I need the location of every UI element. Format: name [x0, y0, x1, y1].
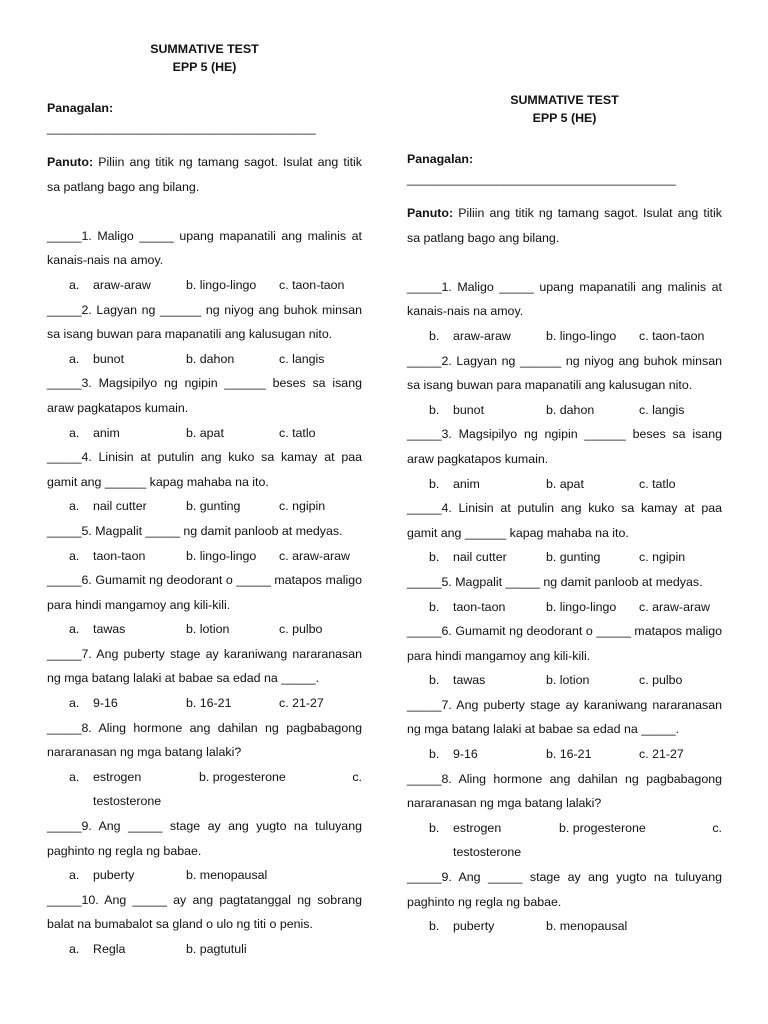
option-a	[407, 668, 546, 693]
option-a	[47, 691, 186, 716]
option-a	[47, 494, 186, 519]
question-text: _____1. Maligo _____ upang mapanatili ang malinis at kanais-nais na amoy.	[407, 279, 722, 319]
option-letter: a.	[69, 351, 80, 366]
option-letter: a.	[69, 622, 80, 637]
option-a	[47, 863, 186, 888]
option-c: c. pulbo	[639, 673, 683, 688]
option-b: b. gunting	[546, 550, 601, 565]
test-subtitle: EPP 5 (HE)	[532, 111, 597, 125]
test-sheet-right	[407, 91, 722, 939]
option-c-continuation: testosterone	[453, 845, 522, 860]
option-letter: b.	[429, 747, 440, 762]
question-text: _____8. Aling hormone ang dahilan ng pagbabagong nararanasan ng mga batang lalaki?	[47, 720, 362, 760]
option-c: c. langis	[279, 351, 325, 366]
option-letter: a.	[69, 868, 80, 883]
option-letter: b.	[429, 476, 440, 491]
test-subtitle: EPP 5 (HE)	[172, 60, 237, 74]
question-text: _____6. Gumamit ng deodorant o _____ matapos maligo para hindi mangamoy ang kili-kili.	[407, 624, 722, 663]
question-text: _____7. Ang puberty stage ay karaniwang nararanasan ng mga batang lalaki at babae sa edad na _____.	[47, 646, 362, 686]
question-text: _____9. Ang _____ stage ay ang yugto na tuluyang paghinto ng regla ng babae.	[47, 819, 362, 858]
option-a	[47, 544, 186, 569]
option-c: c. araw-araw	[279, 548, 350, 563]
option-a	[47, 765, 199, 790]
question-text: _____8. Aling hormone ang dahilan ng pagbabagong nararanasan ng mga batang lalaki?	[407, 771, 722, 811]
option-a-text: 9-16	[453, 747, 478, 762]
answer-options	[407, 914, 722, 939]
option-c: c.	[712, 820, 722, 835]
option-b: b. progesterone	[559, 820, 646, 835]
question-text: _____1. Maligo _____ upang mapanatili ang malinis at kanais-nais na amoy.	[47, 228, 362, 268]
directions	[47, 150, 362, 199]
directions-label: Panuto:	[407, 206, 454, 220]
option-a-text: estrogen	[453, 820, 502, 835]
option-c: c. pulbo	[279, 622, 323, 637]
option-letter: a.	[69, 769, 80, 784]
question-text: _____4. Linisin at putulin ang kuko sa kamay at paa gamit ang ______ kapag mahaba na ito.	[47, 450, 362, 489]
answer-options	[407, 472, 722, 497]
option-letter: a.	[69, 548, 80, 563]
option-b: b. dahon	[546, 402, 595, 417]
question-text: _____4. Linisin at putulin ang kuko sa kamay at paa gamit ang ______ kapag mahaba na ito.	[407, 501, 722, 540]
option-letter: a.	[69, 277, 80, 292]
option-c: c. ngipin	[639, 550, 686, 565]
question-list	[407, 275, 722, 939]
option-a-text: bunot	[453, 402, 485, 417]
test-title: SUMMATIVE TEST	[150, 42, 259, 56]
option-b: b. lingo-lingo	[186, 277, 257, 292]
option-b: b. lingo-lingo	[546, 599, 617, 614]
option-a-text: tawas	[453, 673, 486, 688]
question-text: _____3. Magsipilyo ng ngipin ______ beses sa isang araw pagkatapos kumain.	[407, 427, 722, 466]
answer-options	[47, 421, 362, 446]
option-c: c. tatlo	[639, 476, 676, 491]
option-a	[407, 398, 546, 423]
option-b: b. 16-21	[546, 747, 592, 762]
option-c: c. 21-27	[639, 747, 684, 762]
option-a-text: tawas	[93, 622, 126, 637]
answer-options	[407, 545, 722, 570]
option-letter: a.	[69, 696, 80, 711]
question-text: _____2. Lagyan ng ______ ng niyog ang buhok minsan sa isang buwan para mapanatili ang kalusugan nito.	[407, 353, 722, 393]
answer-options	[407, 398, 722, 423]
answer-options	[47, 765, 362, 790]
option-b: b. lingo-lingo	[186, 548, 257, 563]
answer-options	[47, 863, 362, 888]
test-sheet-left	[47, 40, 362, 962]
option-a	[47, 421, 186, 446]
option-a-text: puberty	[453, 919, 495, 934]
answer-options	[47, 273, 362, 298]
option-letter: b.	[429, 919, 440, 934]
option-letter: b.	[429, 328, 440, 343]
option-a-text: taon-taon	[453, 599, 506, 614]
option-letter: a.	[69, 425, 80, 440]
option-a-text: estrogen	[93, 769, 142, 784]
option-c: c. 21-27	[279, 696, 324, 711]
test-title: SUMMATIVE TEST	[510, 93, 619, 107]
option-a-text: Regla	[93, 942, 126, 956]
option-c: c. tatlo	[279, 425, 316, 440]
answer-options	[47, 937, 362, 962]
question-text: _____5. Magpalit _____ ng damit panloob at medyas.	[407, 574, 703, 589]
answer-options	[407, 816, 722, 841]
option-b: b. lotion	[546, 673, 590, 688]
option-a-text: nail cutter	[93, 499, 147, 514]
option-a-text: taon-taon	[93, 548, 146, 563]
option-letter: b.	[429, 599, 440, 614]
option-b: b. apat	[546, 476, 584, 491]
question-list	[47, 224, 362, 962]
option-letter: b.	[429, 820, 440, 835]
option-c: c.	[352, 769, 362, 784]
name-label: Panagalan:	[407, 152, 474, 166]
directions-text: Piliin ang titik ng tamang sagot. Isulat ang titik sa patlang bago ang bilang.	[47, 155, 362, 194]
option-a	[407, 595, 546, 620]
option-a	[47, 273, 186, 298]
option-c: c. ngipin	[279, 499, 326, 514]
question-text: _____2. Lagyan ng ______ ng niyog ang buhok minsan sa isang buwan para mapanatili ang kalusugan nito.	[47, 302, 362, 342]
option-letter: a.	[69, 499, 80, 514]
answer-options	[47, 617, 362, 642]
question-text: _____7. Ang puberty stage ay karaniwang nararanasan ng mga batang lalaki at babae sa edad na _____.	[407, 697, 722, 737]
answer-options	[407, 668, 722, 693]
option-letter: b.	[429, 550, 440, 565]
answer-options	[407, 595, 722, 620]
option-a-text: anim	[453, 476, 480, 491]
name-line: _______________________________________	[407, 172, 676, 186]
option-c: c. taon-taon	[639, 328, 705, 343]
option-b: b. lotion	[186, 622, 230, 637]
option-a-text: nail cutter	[453, 550, 507, 565]
option-c-continuation: testosterone	[93, 794, 162, 809]
answer-options	[47, 544, 362, 569]
option-b: b. 16-21	[186, 696, 232, 711]
option-a-text: araw-araw	[453, 328, 511, 343]
question-text: _____3. Magsipilyo ng ngipin ______ beses sa isang araw pagkatapos kumain.	[47, 376, 362, 415]
option-a-text: araw-araw	[93, 277, 151, 292]
question-text: _____10. Ang _____ ay ang pagtatanggal ng sobrang balat na bumabalot sa gland o ulo ng titi o penis.	[47, 892, 362, 932]
name-line: _______________________________________	[47, 121, 316, 135]
answer-options	[47, 494, 362, 519]
option-a	[407, 472, 546, 497]
option-c: c. araw-araw	[639, 599, 710, 614]
option-letter: a.	[69, 942, 80, 956]
answer-options	[407, 742, 722, 767]
question-text: _____9. Ang _____ stage ay ang yugto na tuluyang paghinto ng regla ng babae.	[407, 870, 722, 909]
question-text: _____5. Magpalit _____ ng damit panloob at medyas.	[47, 523, 343, 538]
option-a	[47, 347, 186, 372]
option-a	[407, 324, 546, 349]
option-a	[407, 914, 546, 939]
option-a	[47, 937, 186, 962]
option-a	[407, 816, 559, 841]
directions	[407, 201, 722, 250]
option-a-text: puberty	[93, 868, 135, 883]
option-a-text: bunot	[93, 351, 125, 366]
option-a-text: anim	[93, 425, 120, 440]
option-b: b. gunting	[186, 499, 241, 514]
option-b: b. progesterone	[199, 769, 286, 784]
option-a	[47, 617, 186, 642]
directions-label: Panuto:	[47, 155, 94, 169]
option-b: b. dahon	[186, 351, 235, 366]
answer-options	[47, 691, 362, 716]
option-b: b. menopausal	[546, 919, 628, 934]
directions-text: Piliin ang titik ng tamang sagot. Isulat ang titik sa patlang bago ang bilang.	[407, 206, 722, 245]
option-a	[407, 545, 546, 570]
option-b: b. lingo-lingo	[546, 328, 617, 343]
option-b: b. apat	[186, 425, 224, 440]
option-b: b. pagtutuli	[186, 942, 247, 956]
name-label: Panagalan:	[47, 101, 114, 115]
option-b: b. menopausal	[186, 868, 268, 883]
name-block	[407, 149, 722, 189]
option-letter: b.	[429, 673, 440, 688]
answer-options	[47, 347, 362, 372]
option-a	[407, 742, 546, 767]
option-letter: b.	[429, 402, 440, 417]
question-text: _____6. Gumamit ng deodorant o _____ matapos maligo para hindi mangamoy ang kili-kili.	[47, 573, 362, 612]
option-c: c. langis	[639, 402, 685, 417]
answer-options	[407, 324, 722, 349]
option-c: c. taon-taon	[279, 277, 345, 292]
option-a-text: 9-16	[93, 696, 118, 711]
name-block	[47, 98, 362, 138]
